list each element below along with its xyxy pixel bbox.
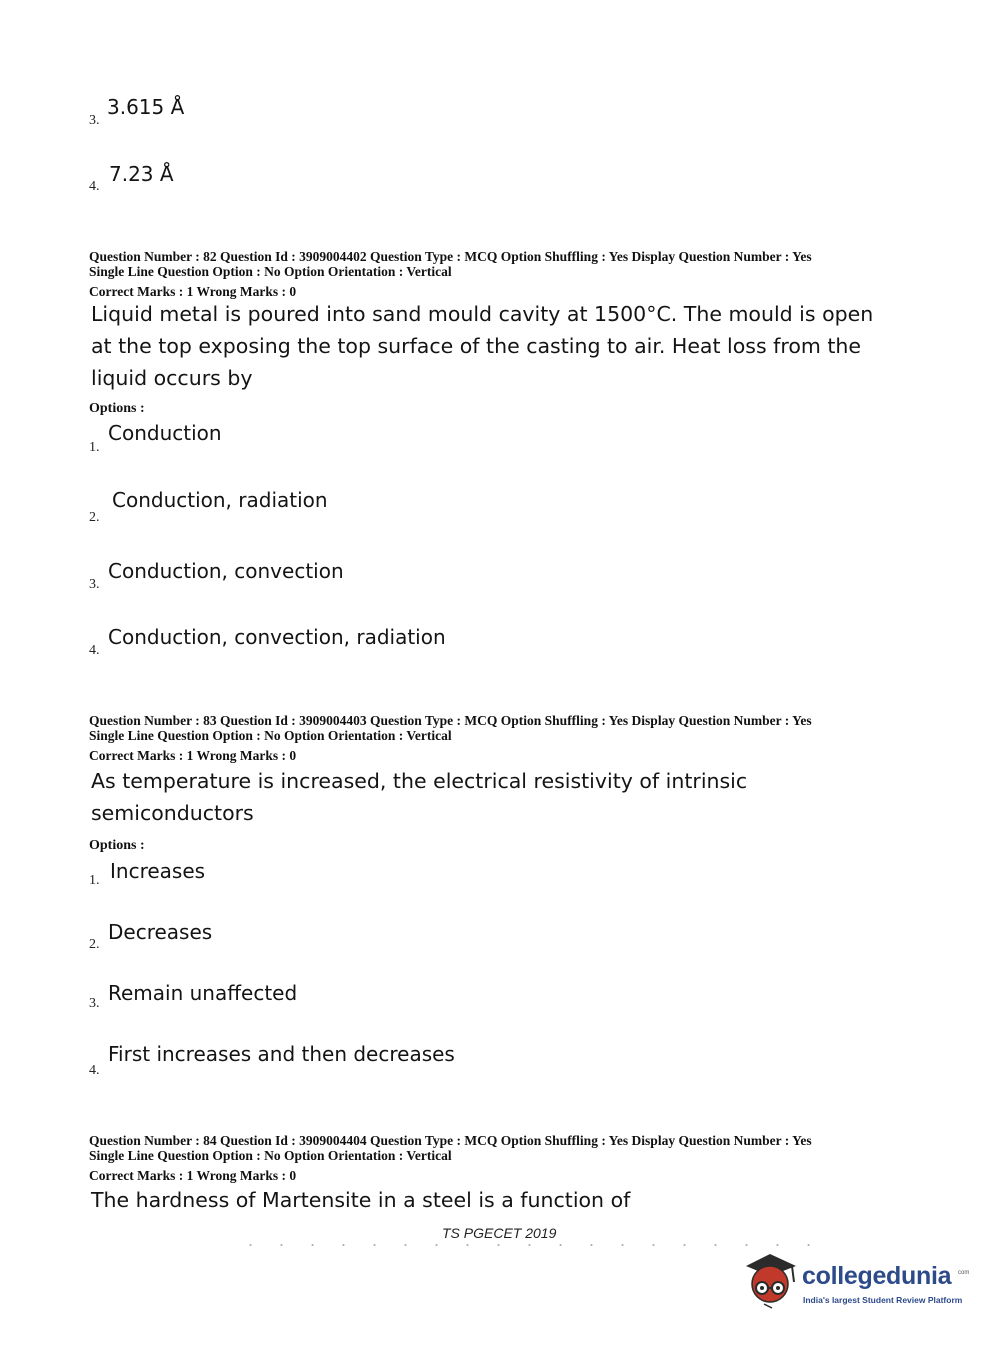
option-number: 1. (89, 873, 100, 888)
option-text: Conduction, convection (108, 559, 344, 583)
option-number: 4. (89, 643, 100, 658)
question-meta-line1: Question Number : 82 Question Id : 3909004402 Question Type : MCQ Option Shuffling : Yes Display Question Number : Yes (89, 249, 812, 264)
question-text-line: Liquid metal is poured into sand mould cavity at 1500°C. The mould is open (91, 302, 874, 326)
option-number: 4. (89, 1063, 100, 1078)
option-number: 2. (89, 937, 100, 952)
option-number: 1. (89, 440, 100, 455)
question-meta-line2: Single Line Question Option : No Option Orientation : Vertical (89, 264, 452, 279)
question-meta-line1: Question Number : 83 Question Id : 3909004403 Question Type : MCQ Option Shuffling : Yes Display Question Number : Yes (89, 713, 812, 728)
option-text: Conduction, radiation (112, 488, 328, 512)
question-text-line: As temperature is increased, the electrical resistivity of intrinsic (91, 769, 748, 793)
question-meta-line2: Single Line Question Option : No Option Orientation : Vertical (89, 728, 452, 743)
question-text-line: semiconductors (91, 801, 254, 825)
option-text: Remain unaffected (108, 981, 298, 1005)
question-marks: Correct Marks : 1 Wrong Marks : 0 (89, 284, 297, 299)
option-text: Increases (110, 859, 206, 883)
footer-dotted-line (235, 1243, 835, 1247)
option-text: Decreases (108, 920, 213, 944)
option-number: 3. (89, 113, 100, 128)
option-text: First increases and then decreases (108, 1042, 455, 1066)
question-text-line: liquid occurs by (91, 366, 253, 390)
logo-suffix: com (958, 1270, 970, 1276)
footer-exam-title: TS PGECET 2019 (442, 1225, 557, 1241)
question-text (91, 765, 747, 829)
options-label: Options : (89, 401, 145, 416)
question-meta-line2: Single Line Question Option : No Option Orientation : Vertical (89, 1148, 452, 1163)
option-number: 3. (89, 577, 100, 592)
option-text: Conduction, convection, radiation (108, 625, 446, 649)
question-marks: Correct Marks : 1 Wrong Marks : 0 (89, 1168, 297, 1183)
options-label: Options : (89, 838, 145, 853)
option-number: 2. (89, 510, 100, 525)
question-text (91, 1184, 630, 1216)
logo-tagline: India's largest Student Review Platform (803, 1295, 963, 1305)
mascot-icon (740, 1248, 802, 1310)
logo-wordmark: collegedunia (802, 1262, 952, 1290)
option-text: 7.23 Å (109, 162, 174, 186)
question-marks: Correct Marks : 1 Wrong Marks : 0 (89, 748, 297, 763)
option-number: 4. (89, 179, 100, 194)
question-meta-line1: Question Number : 84 Question Id : 3909004404 Question Type : MCQ Option Shuffling : Yes Display Question Number : Yes (89, 1133, 812, 1148)
option-text: Conduction (108, 421, 222, 445)
question-text-line: The hardness of Martensite in a steel is a function of (91, 1188, 631, 1212)
question-text-line: at the top exposing the top surface of the casting to air. Heat loss from the (91, 334, 862, 358)
option-number: 3. (89, 996, 100, 1011)
question-text (91, 298, 873, 394)
option-text: 3.615 Å (107, 95, 185, 119)
